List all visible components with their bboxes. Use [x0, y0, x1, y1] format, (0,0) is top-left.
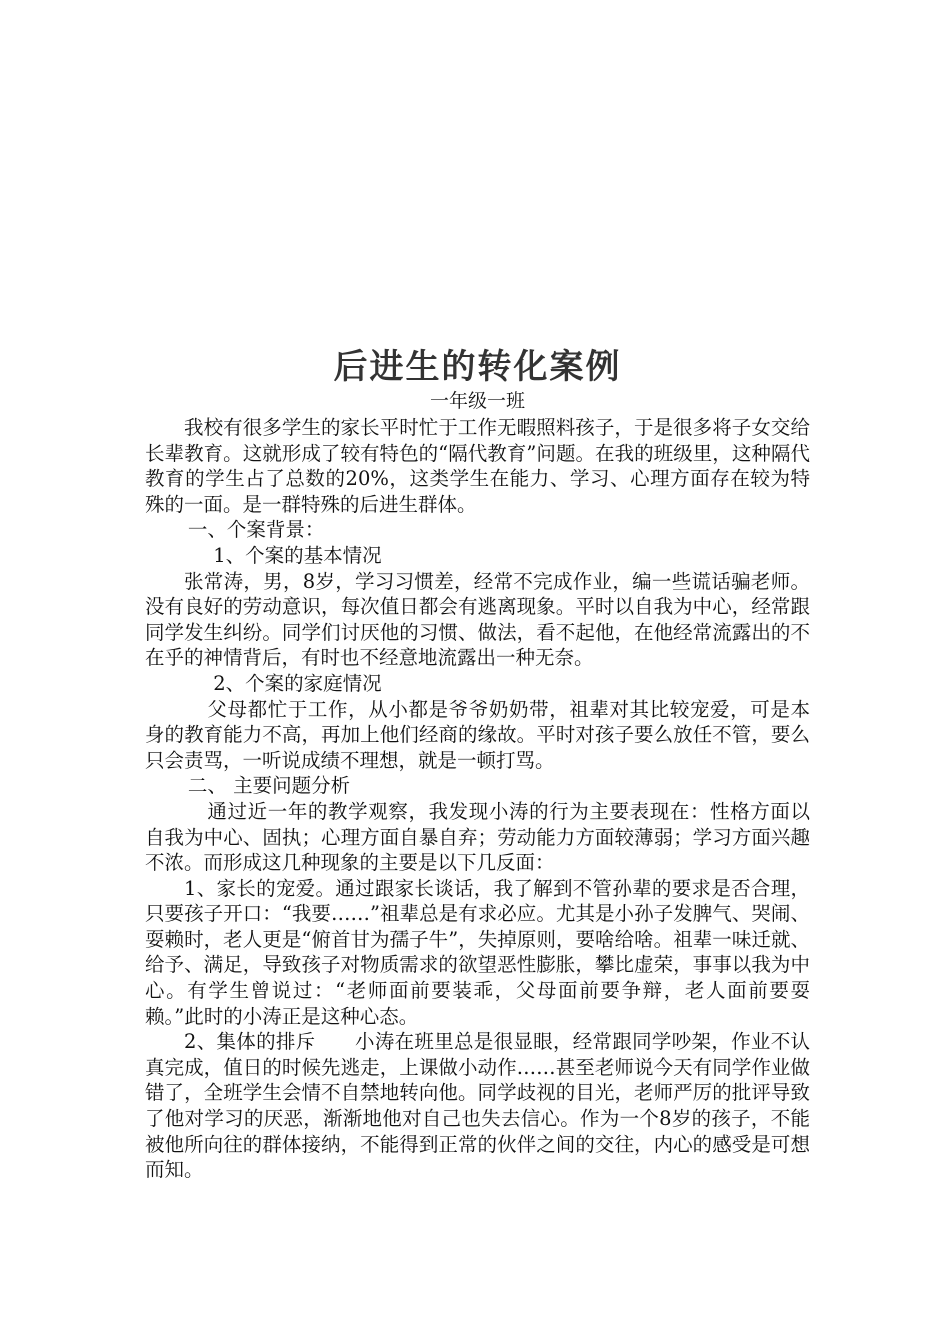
- section2-heading: 二、 主要问题分析: [187, 774, 351, 798]
- section1-heading: 一、个案背景：: [187, 518, 325, 542]
- section1-sub2-body: 父母都忙于工作，从小都是爷爷奶奶带，祖辈对其比较宠爱，可是本身的教育能力不高，再加上他们经商的缘故。平时对孩子要么放任不管，要么只会责骂，一听说成绩不理想，就是一顿打骂。: [145, 697, 810, 772]
- section1-sub1-body: 张常涛，男，8岁，学习习惯差，经常不完成作业，编一些谎话骗老师。没有良好的劳动意识，每次值日都会有逃离现象。平时以自我为中心，经常跟同学发生纠纷。同学们讨厌他的习惯、做法，看不起他，在他经常流露出的不在乎的神情背后，有时也不经意地流露出一种无奈。: [145, 569, 810, 670]
- document-subtitle: 一年级一班: [429, 390, 525, 412]
- section2-point2: 2、集体的排斥 小涛在班里总是很显眼，经常跟同学吵架，作业不认真完成，值日的时候先逃走，上课做小动作……甚至老师说今天有同学作业做错了，全班学生会情不自禁地转向他。同学歧视的目光，老师严厉的批评导致了他对学习的厌恶，渐渐地他对自己也失去信心。作为一个8岁的孩子，不能被他所向往的群体接纳，不能得到正常的伙伴之间的交往，内心的感受是可想而知。: [145, 1030, 810, 1182]
- section2-point1: 1、家长的宠爱。通过跟家长谈话，我了解到不管孙辈的要求是否合理，只要孩子开口：“我要……”祖辈总是有求必应。尤其是小孙子发脾气、哭闹、耍赖时，老人更是“俯首甘为孺子牛”，失掉原则，要啥给啥。祖辈一味迁就、给予、满足，导致孩子对物质需求的欲望恶性膨胀，攀比虚荣，事事以我为中心。有学生曾说过：“老师面前要装乖，父母面前要争辩，老人面前要耍赖。”此时的小涛正是这种心态。: [145, 876, 810, 1028]
- section1-sub2-heading: 2、个案的家庭情况: [213, 671, 382, 695]
- section2-body: 通过近一年的教学观察，我发现小涛的行为主要表现在：性格方面以自我为中心、固执；心理方面自暴自弃；劳动能力方面较薄弱；学习方面兴趣不浓。而形成这几种现象的主要是以下几反面：: [145, 799, 810, 875]
- intro-paragraph: 我校有很多学生的家长平时忙于工作无暇照料孩子，于是很多将子女交给长辈教育。这就形成了较有特色的“隔代教育”问题。在我的班级里，这种隔代教育的学生占了总数的20%，这类学生在能力、学习、心理方面存在较为特殊的一面。是一群特殊的后进生群体。: [145, 416, 810, 516]
- section1-sub1-heading: 1、个案的基本情况: [213, 543, 382, 567]
- document-title: 后进生的转化案例: [333, 347, 622, 387]
- document-page: [145, 345, 810, 1183]
